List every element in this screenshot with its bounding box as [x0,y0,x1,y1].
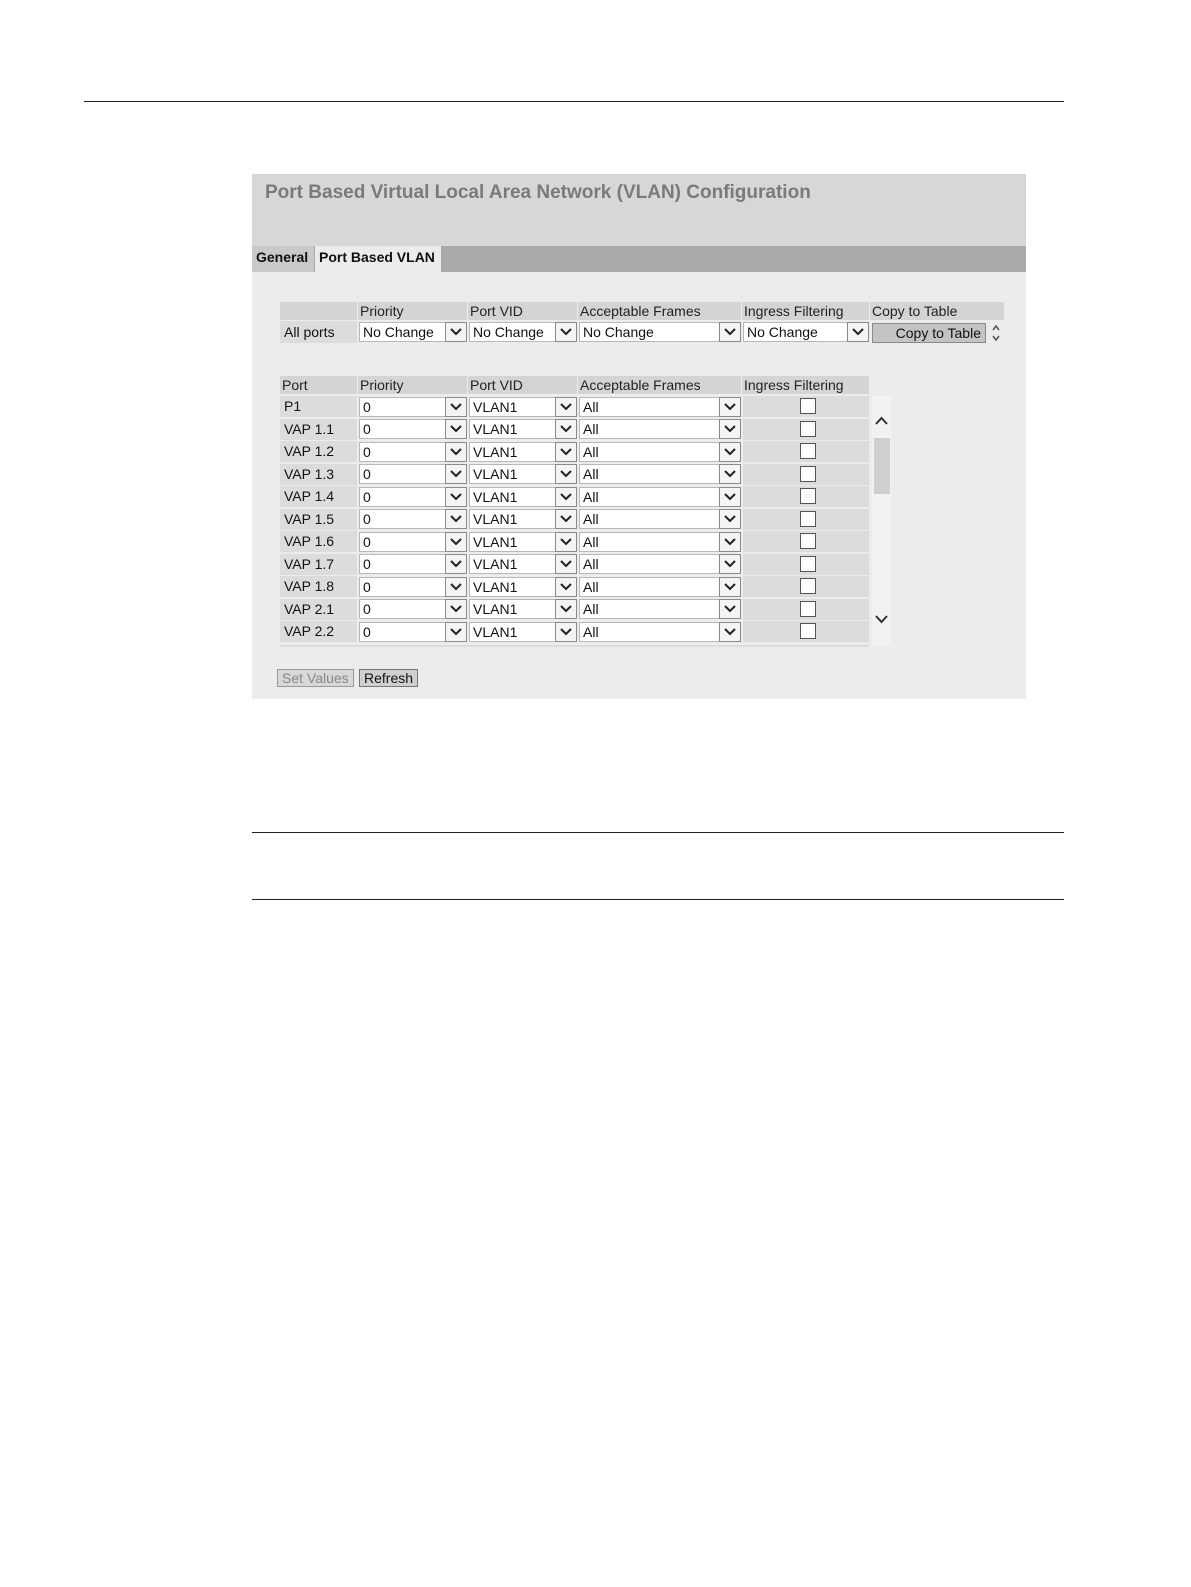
ingress-filtering-cell [743,531,869,552]
chevron-down-icon[interactable] [719,554,741,574]
chevron-down-icon[interactable] [719,397,741,417]
scrollbar-thumb[interactable] [874,438,890,494]
ingress-filtering-checkbox[interactable] [800,488,816,504]
port-vid-select[interactable] [469,487,577,507]
chevron-down-icon[interactable] [719,532,741,552]
ingress-filtering-cell [743,599,869,620]
table-scrollbar[interactable] [872,396,891,646]
ingress-filtering-cell [743,464,869,485]
chevron-down-icon[interactable] [555,419,577,439]
ingress-filtering-checkbox[interactable] [800,623,816,639]
ingress-filtering-checkbox[interactable] [800,556,816,572]
chevron-down-icon[interactable] [555,599,577,619]
acceptable-frames-value: All [583,623,599,640]
ingress-filtering-cell [743,396,869,417]
chevron-down-icon[interactable] [555,464,577,484]
tab-general[interactable]: General [252,246,314,272]
top-rule [84,101,1064,102]
port-table-header-port: Port [280,376,357,394]
port-vid-value: VLAN1 [473,533,518,550]
all-ports-acceptable-frames-select[interactable] [579,322,741,342]
chevron-down-icon[interactable] [719,419,741,439]
port-label: VAP 1.4 [280,486,357,507]
ingress-filtering-cell [743,486,869,507]
chevron-down-icon[interactable] [719,322,741,342]
priority-value: 0 [363,488,371,505]
ingress-filtering-checkbox[interactable] [800,578,816,594]
priority-select[interactable] [359,509,467,529]
chevron-down-icon[interactable] [719,599,741,619]
all-ports-priority-value: No Change [363,324,434,340]
port-label: VAP 2.2 [280,621,357,642]
port-vid-select[interactable] [469,464,577,484]
copy-to-table-spinner[interactable] [991,324,1001,343]
chevron-down-icon[interactable] [445,532,467,552]
all-ports-header-copy-to-table: Copy to Table [870,302,1004,320]
ingress-filtering-cell [743,576,869,597]
acceptable-frames-value: All [583,443,599,460]
chevron-down-icon[interactable] [555,532,577,552]
chevron-up-icon[interactable] [875,416,888,425]
port-vid-select[interactable] [469,599,577,619]
ingress-filtering-cell [743,441,869,462]
priority-value: 0 [363,421,371,437]
spinner-icon [991,324,1001,342]
page-title: Port Based Virtual Local Area Network (VLAN) Configuration [265,182,811,203]
priority-value: 0 [363,556,371,572]
priority-select[interactable] [359,419,467,439]
ingress-filtering-checkbox[interactable] [800,601,816,617]
tab-bar [252,246,1026,272]
chevron-down-icon[interactable] [555,509,577,529]
priority-value: 0 [363,398,371,415]
chevron-down-icon[interactable] [719,509,741,529]
chevron-down-icon[interactable] [445,509,467,529]
acceptable-frames-value: All [583,533,599,550]
chevron-down-icon[interactable] [555,442,577,462]
port-vid-value: VLAN1 [473,623,518,640]
chevron-down-icon[interactable] [445,397,467,417]
port-vid-value: VLAN1 [473,578,518,595]
chevron-down-icon[interactable] [719,577,741,597]
port-label: VAP 1.7 [280,554,357,575]
all-ports-port-vid-select[interactable] [469,322,577,342]
port-label: P1 [280,396,357,417]
port-table-header-port-vid: Port VID [468,376,577,394]
acceptable-frames-value: All [583,488,599,505]
chevron-down-icon[interactable] [719,464,741,484]
chevron-down-icon[interactable] [875,615,888,624]
port-vid-select[interactable] [469,532,577,552]
ingress-filtering-checkbox[interactable] [800,466,816,482]
chevron-down-icon[interactable] [445,577,467,597]
all-ports-ingress-filtering-value: No Change [747,324,818,340]
chevron-down-icon[interactable] [445,622,467,642]
ingress-filtering-cell [743,419,869,440]
acceptable-frames-select[interactable] [579,577,741,597]
chevron-down-icon[interactable] [719,442,741,462]
chevron-down-icon[interactable] [555,577,577,597]
acceptable-frames-value: All [583,466,599,482]
all-ports-ingress-filtering-select[interactable] [743,322,869,342]
chevron-down-icon[interactable] [445,322,467,342]
priority-value: 0 [363,466,371,482]
acceptable-frames-value: All [583,601,599,617]
priority-select[interactable] [359,622,467,642]
chevron-down-icon[interactable] [555,622,577,642]
ingress-filtering-cell [743,621,869,642]
chevron-down-icon[interactable] [445,464,467,484]
port-vid-value: VLAN1 [473,421,518,437]
chevron-down-icon[interactable] [555,487,577,507]
port-vid-select[interactable] [469,622,577,642]
chevron-down-icon[interactable] [719,487,741,507]
priority-value: 0 [363,511,371,527]
port-vid-value: VLAN1 [473,466,518,482]
acceptable-frames-value: All [583,421,599,437]
acceptable-frames-select[interactable] [579,397,741,417]
port-vid-select[interactable] [469,577,577,597]
set-values-button[interactable]: Set Values [277,669,354,687]
acceptable-frames-value: All [583,556,599,572]
all-ports-priority-select[interactable] [359,322,467,342]
priority-select[interactable] [359,599,467,619]
port-vid-value: VLAN1 [473,556,518,572]
chevron-down-icon[interactable] [445,487,467,507]
acceptable-frames-select[interactable] [579,599,741,619]
chevron-down-icon[interactable] [555,554,577,574]
all-ports-port-vid-value: No Change [473,324,544,340]
priority-select[interactable] [359,397,467,417]
all-ports-header-blank [280,302,357,320]
priority-select[interactable] [359,532,467,552]
priority-value: 0 [363,601,371,617]
ingress-filtering-cell [743,509,869,530]
port-vid-value: VLAN1 [473,443,518,460]
acceptable-frames-value: All [583,511,599,527]
acceptable-frames-select[interactable] [579,622,741,642]
port-vid-select[interactable] [469,442,577,462]
chevron-down-icon[interactable] [445,442,467,462]
acceptable-frames-select[interactable] [579,442,741,462]
all-ports-header-priority: Priority [358,302,467,320]
priority-value: 0 [363,533,371,550]
port-vid-value: VLAN1 [473,398,518,415]
port-vid-value: VLAN1 [473,511,518,527]
page-header [252,174,1026,246]
all-ports-acceptable-frames-value: No Change [583,324,654,340]
ingress-filtering-checkbox[interactable] [800,398,816,414]
chevron-down-icon[interactable] [847,322,869,342]
all-ports-header-port-vid: Port VID [468,302,577,320]
acceptable-frames-select[interactable] [579,532,741,552]
all-ports-label: All ports [280,321,357,343]
port-label: VAP 1.3 [280,464,357,485]
chevron-down-icon[interactable] [445,599,467,619]
chevron-down-icon[interactable] [555,397,577,417]
vlan-config-panel [252,174,1026,699]
port-table-header-acceptable-frames: Acceptable Frames [578,376,741,394]
port-vid-value: VLAN1 [473,488,518,505]
ingress-filtering-checkbox[interactable] [800,511,816,527]
priority-value: 0 [363,443,371,460]
priority-select[interactable] [359,442,467,462]
acceptable-frames-select[interactable] [579,509,741,529]
priority-select[interactable] [359,554,467,574]
ingress-filtering-cell [743,554,869,575]
note-rule-top [252,832,1064,833]
tab-port-based-vlan[interactable]: Port Based VLAN [315,246,441,272]
ingress-filtering-checkbox[interactable] [800,443,816,459]
port-vid-select[interactable] [469,554,577,574]
priority-select[interactable] [359,487,467,507]
port-label: VAP 1.2 [280,441,357,462]
port-label: VAP 1.5 [280,509,357,530]
chevron-down-icon[interactable] [445,419,467,439]
port-table-header-ingress-filtering: Ingress Filtering [742,376,869,394]
acceptable-frames-select[interactable] [579,554,741,574]
table-row-cutoff [280,645,869,647]
port-label: VAP 1.1 [280,419,357,440]
priority-value: 0 [363,623,371,640]
port-vid-select[interactable] [469,509,577,529]
acceptable-frames-value: All [583,398,599,415]
port-vid-select[interactable] [469,419,577,439]
acceptable-frames-select[interactable] [579,487,741,507]
copy-to-table-button[interactable]: Copy to Table [872,323,986,343]
acceptable-frames-value: All [583,578,599,595]
chevron-down-icon[interactable] [555,322,577,342]
port-label: VAP 2.1 [280,599,357,620]
acceptable-frames-select[interactable] [579,419,741,439]
priority-select[interactable] [359,464,467,484]
refresh-button[interactable]: Refresh [359,669,418,687]
all-ports-header-acceptable-frames: Acceptable Frames [578,302,741,320]
ingress-filtering-checkbox[interactable] [800,421,816,437]
port-label: VAP 1.8 [280,576,357,597]
priority-select[interactable] [359,577,467,597]
chevron-down-icon[interactable] [719,622,741,642]
priority-value: 0 [363,578,371,595]
port-label: VAP 1.6 [280,531,357,552]
ingress-filtering-checkbox[interactable] [800,533,816,549]
port-vid-value: VLAN1 [473,601,518,617]
note-rule-bottom [252,899,1064,900]
port-vid-select[interactable] [469,397,577,417]
acceptable-frames-select[interactable] [579,464,741,484]
chevron-down-icon[interactable] [445,554,467,574]
port-table-header-priority: Priority [358,376,467,394]
all-ports-header-ingress-filtering: Ingress Filtering [742,302,869,320]
